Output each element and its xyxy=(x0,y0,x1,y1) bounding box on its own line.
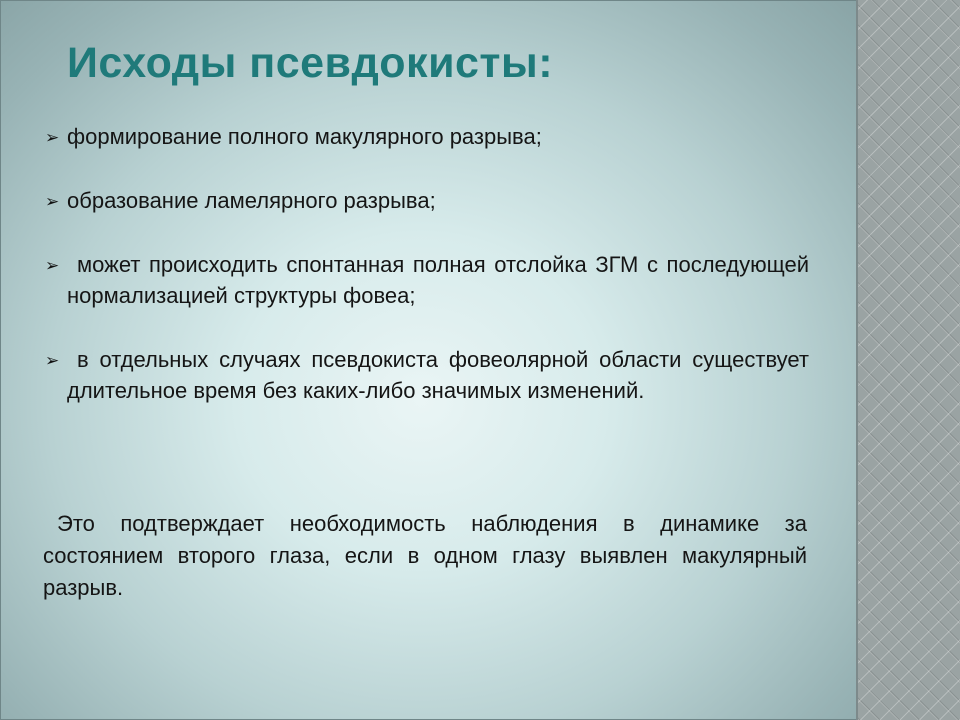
conclusion-paragraph: Это подтверждает необходимость наблюдения в динамике за состоянием второго глаза, если в одном глазу выявлен макулярный разрыв. xyxy=(43,511,807,600)
list-item xyxy=(43,249,809,311)
list-item-text: образование ламелярного разрыва; xyxy=(67,188,436,213)
arrowhead-bullet-icon: ➢ xyxy=(45,128,60,147)
slide-title: Исходы псевдокисты: xyxy=(67,39,554,87)
arrowhead-bullet-icon: ➢ xyxy=(45,192,60,211)
decorative-side-panel xyxy=(856,0,960,720)
list-item-text: в отдельных случаях псевдокиста фовеолярной области существует длительное время без каких-либо значимых изменений. xyxy=(67,347,809,403)
list-item xyxy=(43,121,809,152)
list-item xyxy=(43,344,809,406)
list-item-text: может происходить спонтанная полная отслойка ЗГМ с последующей нормализацией структуры фовеа; xyxy=(67,252,809,308)
arrowhead-bullet-icon: ➢ xyxy=(45,351,60,370)
outcomes-list xyxy=(43,121,809,439)
list-item-text: формирование полного макулярного разрыва; xyxy=(67,124,542,149)
arrowhead-bullet-icon: ➢ xyxy=(45,256,60,275)
list-item xyxy=(43,185,809,216)
